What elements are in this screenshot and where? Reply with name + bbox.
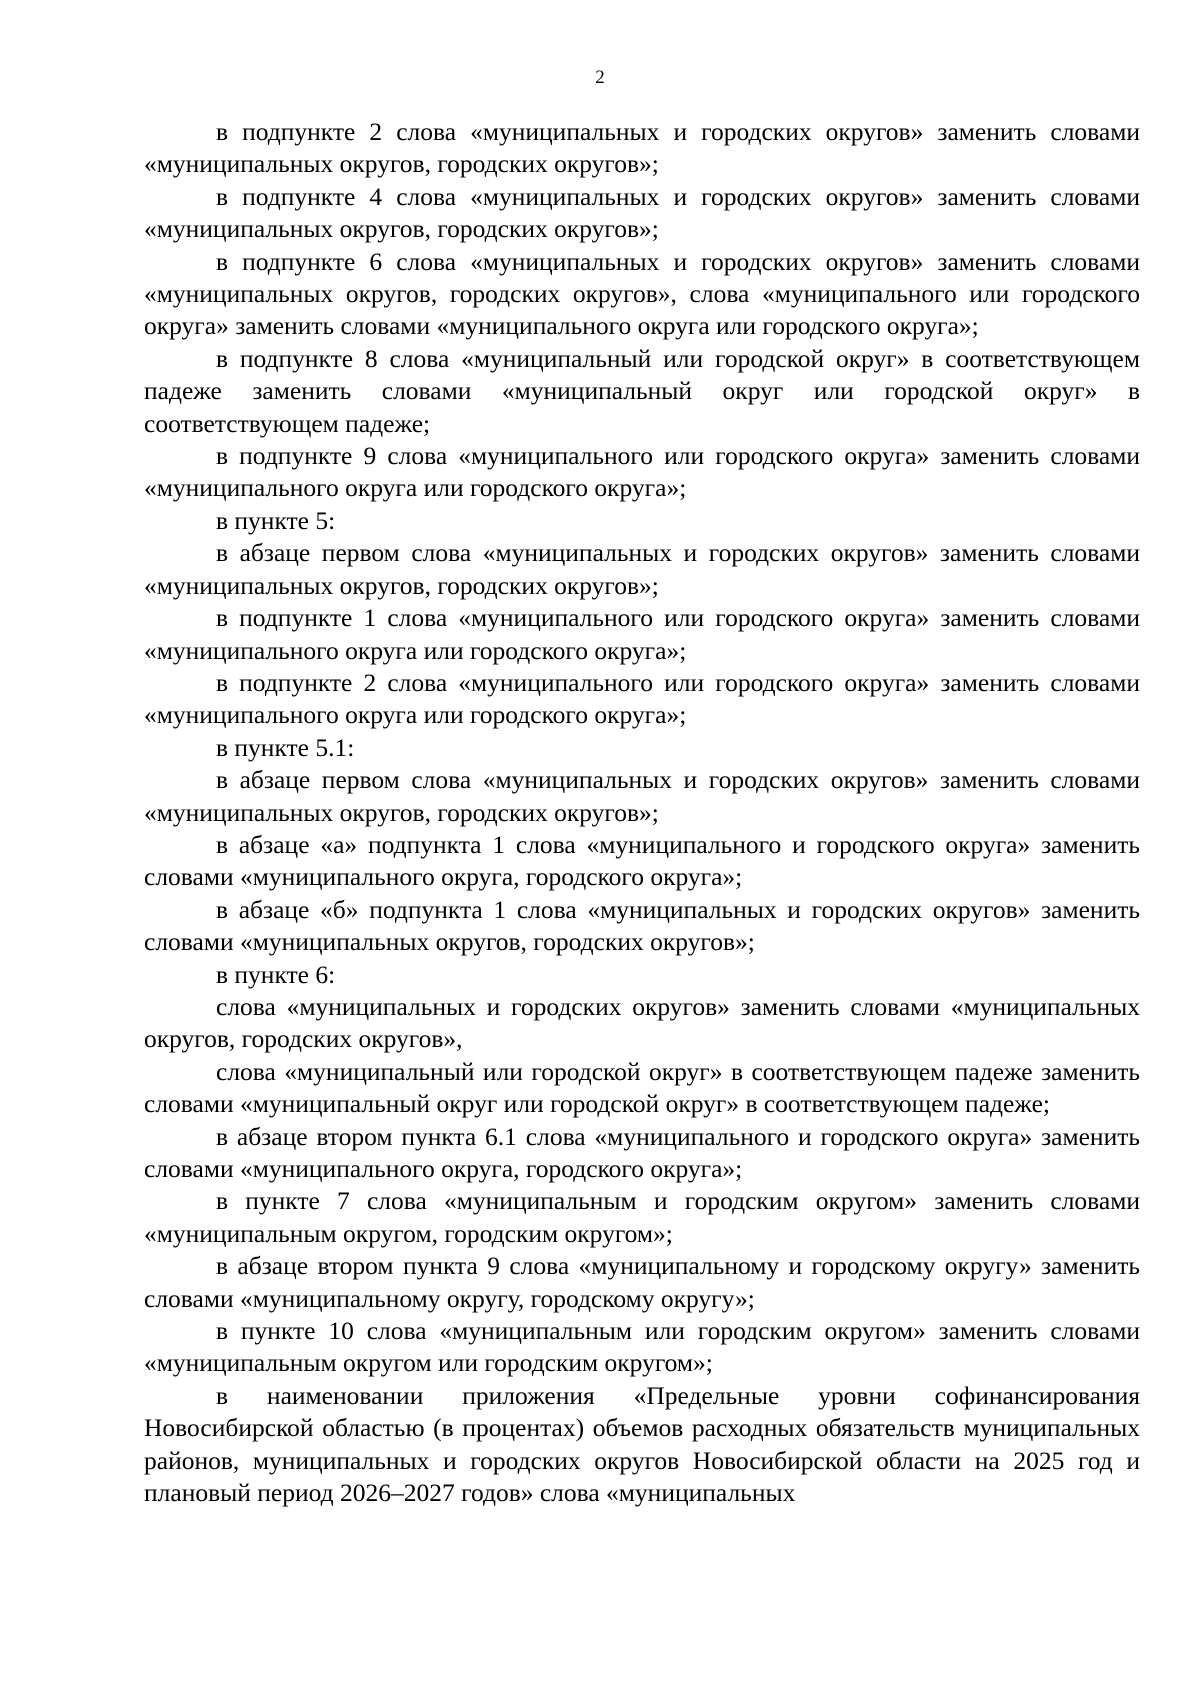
- paragraph: в подпункте 4 слова «муниципальных и городских округов» заменить словами «муниципальных округов, городских округов»;: [144, 181, 1140, 244]
- paragraph: в наименовании приложения «Предельные уровни софинансирования Новосибирской областью (в процентах) объемов расходных обязательств муниципальных районов, муниципальных и городских округов Новосибирской области на 2025 год и плановый период 2026–2027 годов» слова «муниципальных: [144, 1380, 1140, 1508]
- paragraph: в подпункте 8 слова «муниципальный или городской округ» в соответствующем падеже заменить словами «муниципальный округ или городской округ» в соответствующем падеже;: [144, 343, 1140, 438]
- paragraph: в подпункте 6 слова «муниципальных и городских округов» заменить словами «муниципальных округов, городских округов», слова «муниципального или городского округа» заменить словами «муниципального округа или городского округа»;: [144, 246, 1140, 341]
- paragraph: в подпункте 9 слова «муниципального или городского округа» заменить словами «муниципального округа или городского округа»;: [144, 441, 1140, 503]
- paragraph: в абзаце втором пункта 9 слова «муниципальному и городскому округу» заменить словами «муниципальному округу, городскому округу»;: [144, 1251, 1140, 1313]
- paragraph: в абзаце первом слова «муниципальных и городских округов» заменить словами «муниципальных округов, городских округов»;: [144, 538, 1140, 600]
- paragraph: в абзаце втором пункта 6.1 слова «муниципального и городского округа» заменить словами «муниципального округа, городского округа»;: [144, 1121, 1140, 1183]
- paragraph: в пункте 6:: [216, 959, 336, 989]
- paragraph: слова «муниципальных и городских округов» заменить словами «муниципальных округов, городских округов»,: [144, 991, 1140, 1054]
- page-number: 2: [595, 67, 605, 88]
- paragraph: в абзаце первом слова «муниципальных и городских округов» заменить словами «муниципальных округов, городских округов»;: [144, 765, 1140, 827]
- paragraph: в пункте 7 слова «муниципальным и городским округом» заменить словами «муниципальным округом, городским округом»;: [144, 1186, 1140, 1248]
- paragraph: в подпункте 2 слова «муниципального или городского округа» заменить словами «муниципального округа или городского округа»;: [144, 667, 1140, 730]
- paragraph: в пункте 5.1:: [216, 732, 355, 762]
- paragraph: в подпункте 2 слова «муниципальных и городских округов» заменить словами «муниципальных округов, городских округов»;: [144, 117, 1140, 179]
- document-body: [144, 116, 1140, 1509]
- paragraph: в абзаце «а» подпункта 1 слова «муниципального и городского округа» заменить словами «муниципального округа, городского округа»;: [144, 829, 1140, 892]
- paragraph: слова «муниципальный или городской округ» в соответствующем падеже заменить словами «муниципальный округ или городской округ» в соответствующем падеже;: [144, 1056, 1140, 1119]
- paragraph: в подпункте 1 слова «муниципального или городского округа» заменить словами «муниципального округа или городского округа»;: [144, 603, 1140, 665]
- paragraph: в пункте 10 слова «муниципальным или городским округом» заменить словами «муниципальным округом или городским округом»;: [144, 1316, 1140, 1378]
- paragraph: в пункте 5:: [216, 505, 336, 535]
- paragraph: в абзаце «б» подпункта 1 слова «муниципальных и городских округов» заменить словами «муниципальных округов, городских округов»;: [144, 894, 1140, 957]
